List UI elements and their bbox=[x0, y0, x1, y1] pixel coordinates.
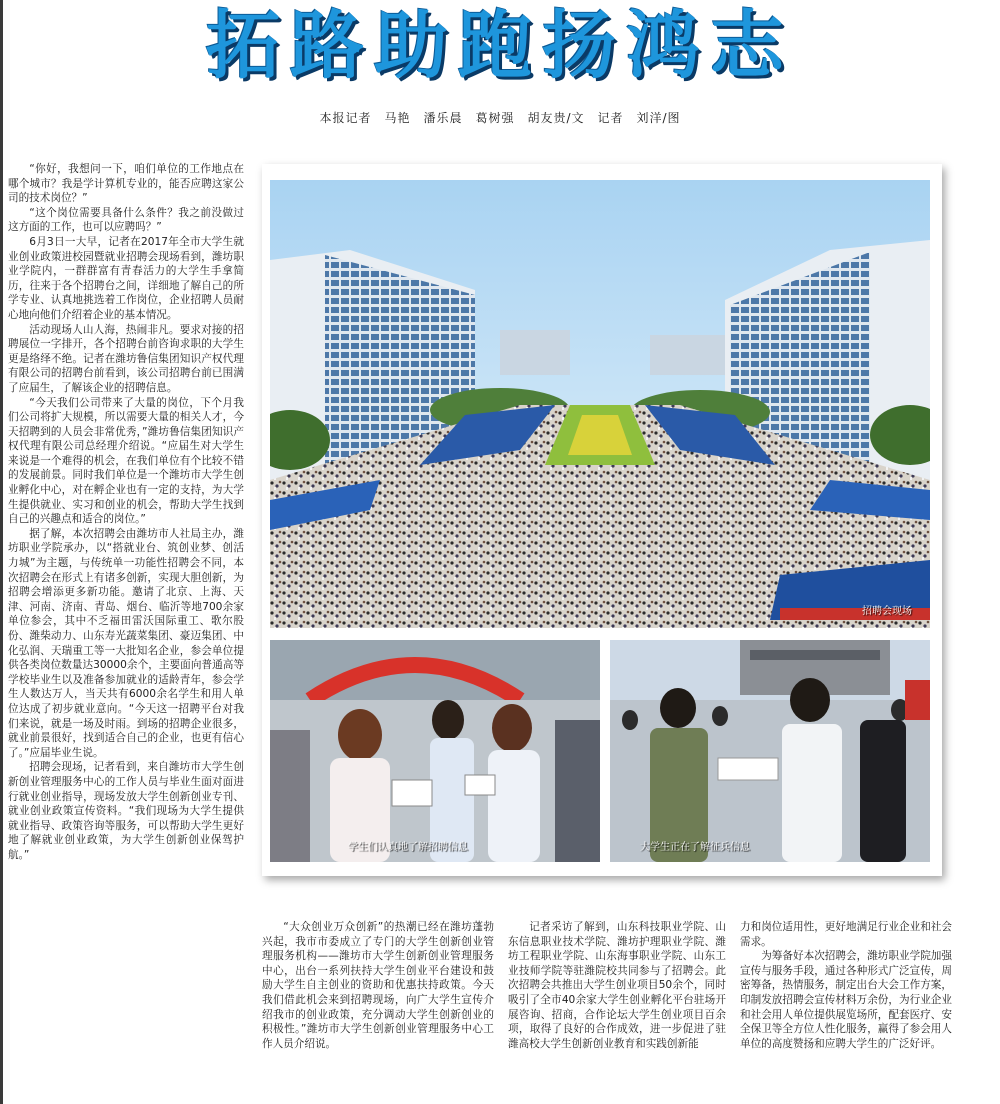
main-photo-caption: 招聘会现场 bbox=[862, 606, 912, 617]
article-paragraph: “大众创业万众创新”的热潮已经在潍坊蓬勃兴起，我市市委成立了专门的大学生创新创业管理服务机构——潍坊市大学生创新创业管理服务中心，出台一系列扶持大学生创业平台建设和鼓励大学生自主创业的资助和优惠扶持政策。今天我们借此机会来到招聘现场，向广大学生宣传介绍我市的创业政策，充分调动大学生创新创业的积极性。”潍坊市大学生创新创业管理服务中心工作人员介绍说。 bbox=[262, 921, 494, 1050]
bottom-column-3 bbox=[740, 920, 952, 1102]
byline: 本报记者 马艳 潘乐晨 葛树强 胡友贵/文 记者 刘洋/图 bbox=[319, 111, 681, 125]
article-paragraph: 记者采访了解到，山东科技职业学院、山东信息职业技术学院、潍坊护理职业学院、潍坊工程职业学院、山东海事职业学院、山东工业技师学院等驻潍院校共同参与了招聘会。此次招聘会共推出大学生创业项目50余个，同时吸引了全市40余家大学生创业孵化平台驻场开展咨询、招商，合作论坛大学生创业项目百余项，取得了良好的合作成效，进一步促进了驻潍高校大学生创新创业教育和实践创新能 bbox=[508, 921, 726, 1050]
photo-collage bbox=[262, 164, 942, 876]
article-paragraph: 招聘会现场，记者看到，来自潍坊市大学生创新创业管理服务中心的工作人员与毕业生面对面进行就业创业指导，现场发放大学生创新创业专刊、就业创业政策宣传资料。“我们现场为大学生提供就业指导、政策咨询等服务，可以帮助大学生更好地了解就业创业政策，为大学生创新创业保驾护航。” bbox=[8, 761, 244, 861]
article-paragraph: 活动现场人山人海，热闹非凡。要求对接的招聘展位一字排开，各个招聘台前咨询求职的大学生更是络绎不绝。记者在潍坊鲁信集团知识产权代理有限公司的招聘台前看到，该公司招聘台前已围满了应届生，了解该企业的招聘信息。 bbox=[8, 323, 244, 394]
article-paragraph: “今天我们公司带来了大量的岗位，下个月我们公司将扩大规模，所以需要大量的相关人才，今天招聘到的人员会非常优秀，”潍坊鲁信集团知识产权代理有限公司总经理介绍说。“应届生对大学生来说是一个难得的机会，在我们单位有个比较不错的发展前景。同时我们单位是一个潍坊市大学生创业孵化中心，对在孵企业也有一定的支持，为大学生提供就业、实习和创业的机会，帮助大学生找到自己的兴趣点和适合的岗位。” bbox=[8, 396, 244, 526]
right-photo-caption: 大学生正在了解征兵信息 bbox=[640, 842, 750, 853]
bottom-column-1 bbox=[262, 920, 494, 1102]
students-reading-flyers-image bbox=[270, 640, 600, 862]
article-paragraph: 据了解，本次招聘会由潍坊市人社局主办，潍坊职业学院承办，以“搭就业台、筑创业梦、创活力城”为主题，与传统单一功能性招聘会不同，本次招聘会在形式上有诸多创新，实现大胆创新，为招聘会增添更多新功能。邀请了北京、上海、天津、河南、济南、青岛、烟台、临沂等地700余家单位参会，其中不乏福田雷沃国际重工、歌尔股份、潍柴动力、山东寿光蔬菜集团、豪迈集团、中化弘润、天瑞重工等一大批知名企业，参会单位提供各类岗位数量达30000余个，主要面向普通高等学校毕业生以及准备参加就业的适龄青年，参会学生人数达万人，当天共有6000余名学生和用人单位达成了初步就业意向。“今天这一招聘平台对我们来说，就是一场及时雨。到场的招聘企业很多，就业前景很好，找到适合自己的企业，也更有信心了。”应届毕业生说。 bbox=[8, 527, 244, 759]
headline: 拓路助跑扬鸿志 bbox=[206, 3, 794, 89]
page-left-rule bbox=[0, 0, 3, 1104]
article-paragraph: 为筹备好本次招聘会，潍坊职业学院加强宣传与服务手段，通过各种形式广泛宣传，周密筹备，热情服务，制定出台大会工作方案，印制发放招聘会宣传材料万余份，为行业企业和社会用人单位提供展览场所，配套医疗、安全保卫等全方位人性化服务，赢得了参会用人单位的高度赞扬和应聘大学生的广泛好评。 bbox=[740, 950, 952, 1050]
article-paragraph: 6月3日一大早，记者在2017年全市大学生就业创业政策进校园暨就业招聘会现场看到，潍坊职业学院内，一群群富有青春活力的大学生手拿简历，往来于各个招聘台之间，详细地了解自己的所学专业、认真地挑选着工作岗位，企业招聘人员耐心地向他们介绍着企业的基本情况。 bbox=[8, 235, 244, 321]
recruitment-officer-image bbox=[610, 640, 930, 862]
bottom-column-2 bbox=[508, 920, 726, 1102]
bottom-right-photo bbox=[610, 640, 930, 862]
bottom-left-photo bbox=[270, 640, 600, 862]
job-fair-square-image bbox=[270, 180, 930, 628]
article-paragraph: 力和岗位适用性，更好地满足行业企业和社会需求。 bbox=[740, 921, 952, 948]
left-article-column bbox=[8, 162, 244, 1102]
main-photo bbox=[270, 180, 930, 628]
article-paragraph: “你好，我想问一下，咱们单位的工作地点在哪个城市？我是学计算机专业的，能否应聘这家公司的技术岗位？” bbox=[8, 163, 244, 205]
left-photo-caption: 学生们认真地了解招聘信息 bbox=[348, 842, 468, 853]
article-paragraph: “这个岗位需要具备什么条件？我之前没做过这方面的工作，也可以应聘吗？” bbox=[8, 206, 244, 234]
